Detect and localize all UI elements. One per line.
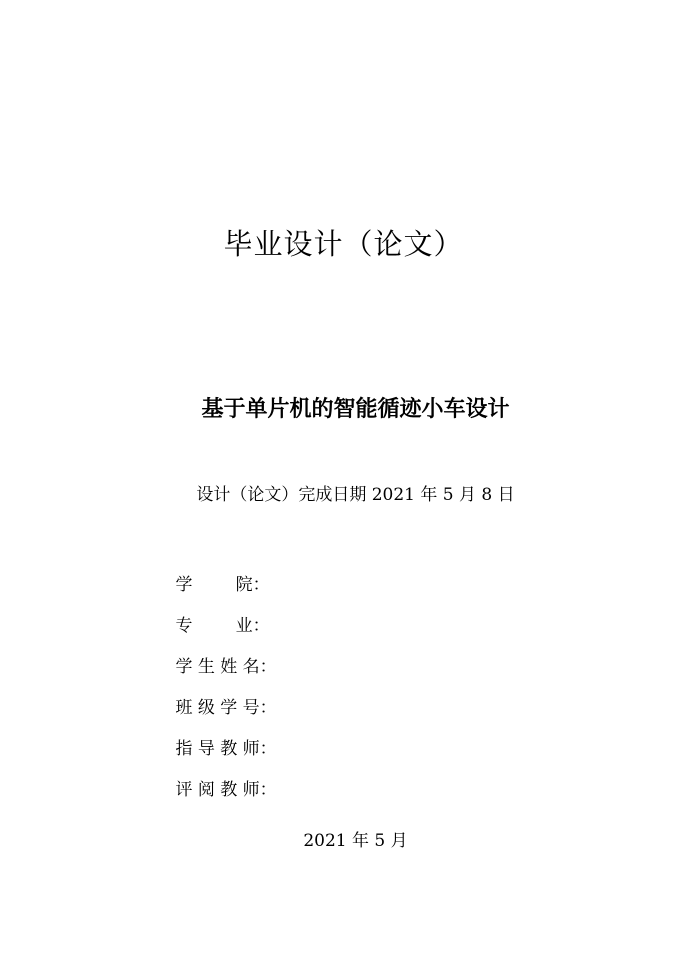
field-class-id-label: 班 级 学 号： (175, 698, 277, 718)
document-date: 2021 年 5 月 (303, 831, 408, 851)
thesis-type-title: 毕业设计（论文） (223, 227, 464, 261)
field-major-label: 专 业： (175, 616, 270, 636)
thesis-title: 基于单片机的智能循迹小车设计 (201, 397, 510, 422)
field-college-label: 学 院： (175, 575, 270, 595)
completion-date-line: 设计（论文）完成日期 2021 年 5 月 8 日 (196, 485, 515, 505)
field-college (143, 549, 277, 595)
field-student-name-label: 学 生 姓 名： (175, 657, 277, 677)
field-reviewer-label: 评 阅 教 师： (175, 780, 277, 800)
info-fields (143, 549, 277, 800)
field-advisor-label: 指 导 教 师： (175, 739, 277, 759)
